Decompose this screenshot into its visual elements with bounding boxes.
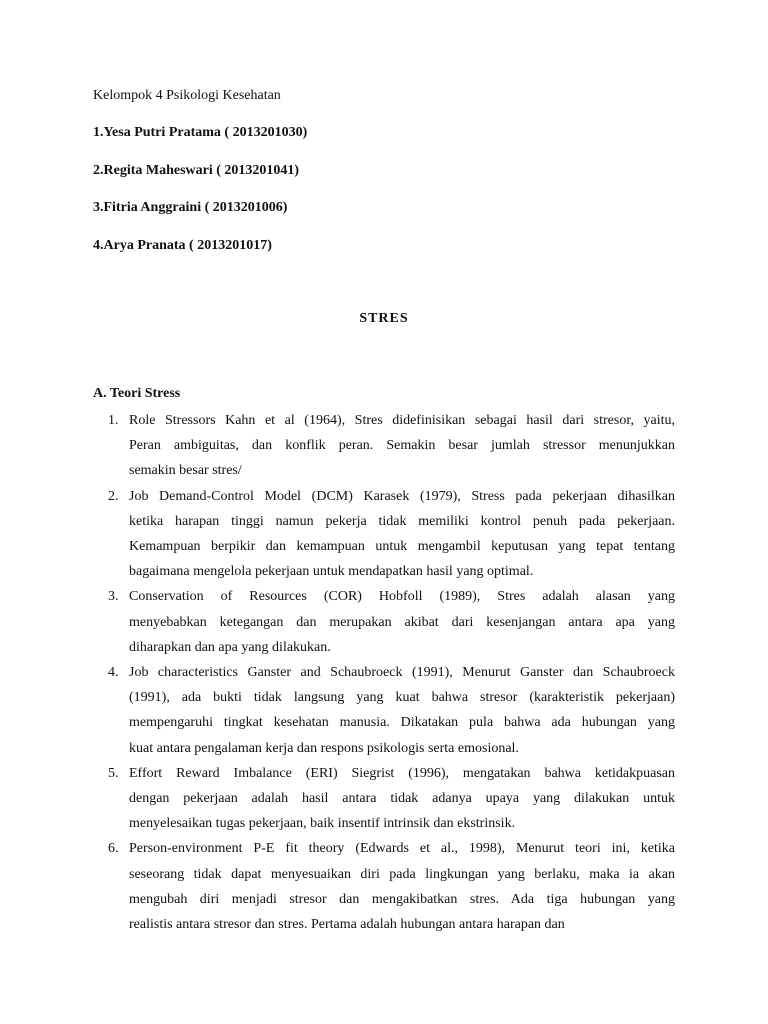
item-number: 3. <box>108 589 119 605</box>
item-text-line: Job Demand-Control Model (DCM) Karasek (1979), Stress pada pekerjaan dihasilkan <box>129 488 675 504</box>
member-2: 2.Regita Maheswari ( 2013201041) <box>93 163 300 178</box>
item-text-line: Role Stressors Kahn et al (1964), Stres didefinisikan sebagai hasil dari stresor, yaitu, <box>129 413 675 428</box>
item-text-line: bagaimana mengelola pekerjaan untuk mendapatkan hasil yang optimal. <box>129 564 534 580</box>
item-text-line: Kemampuan berpikir dan kemampuan untuk mengambil keputusan yang tepat tentang <box>129 539 675 555</box>
item-text <box>129 660 675 761</box>
item-text-line: dengan pekerjaan adalah hasil antara tidak adanya upaya yang dilakukan untuk <box>129 791 675 807</box>
member-4: 4.Arya Pranata ( 2013201017) <box>93 238 272 253</box>
section-heading: A. Teori Stress <box>93 386 181 401</box>
member-3: 3.Fitria Anggraini ( 2013201006) <box>93 200 288 215</box>
member-1: 1.Yesa Putri Pratama ( 2013201030) <box>93 125 308 140</box>
theory-item <box>108 660 675 761</box>
item-text-line: Effort Reward Imbalance (ERI) Siegrist (1996), mengatakan bahwa ketidakpuasan <box>129 765 675 781</box>
item-number: 1. <box>108 413 119 428</box>
item-number: 4. <box>108 665 119 681</box>
item-text-line: diharapkan dan apa yang dilakukan. <box>129 639 331 655</box>
theory-item <box>108 836 675 937</box>
item-text <box>129 836 675 937</box>
theory-item <box>108 761 675 837</box>
item-text <box>129 584 675 660</box>
item-text <box>129 761 675 837</box>
theory-item <box>108 584 675 660</box>
item-text-line: mengubah diri menjadi stresor dan mengakibatkan stres. Ada tiga hubungan yang <box>129 891 675 907</box>
item-text-line: (1991), ada bukti tidak langsung yang kuat bahwa stresor (karakteristik pekerjaan) <box>129 690 675 706</box>
item-text-line: menyelesaikan tugas pekerjaan, baik insentif intrinsik dan ekstrinsik. <box>129 816 516 832</box>
item-text <box>129 408 675 484</box>
theory-item <box>108 408 675 484</box>
item-text-line: Peran ambiguitas, dan konflik peran. Semakin besar jumlah stressor menunjukkan <box>129 438 675 454</box>
document-title: STRES <box>359 311 409 326</box>
theory-list <box>108 408 675 937</box>
item-text <box>129 484 675 585</box>
item-number: 5. <box>108 765 119 781</box>
item-text-line: kuat antara pengalaman kerja dan respons psikologis serta emosional. <box>129 740 519 756</box>
item-text-line: seseorang tidak dapat menyesuaikan diri pada lingkungan yang berlaku, maka ia akan <box>129 866 675 882</box>
item-number: 6. <box>108 841 119 857</box>
theory-item <box>108 484 675 585</box>
item-text-line: menyebabkan ketegangan dan merupakan akibat dari kesenjangan antara apa yang <box>129 614 675 630</box>
item-text-line: realistis antara stresor dan stres. Pertama adalah hubungan antara harapan dan <box>129 917 565 933</box>
group-heading: Kelompok 4 Psikologi Kesehatan <box>93 88 281 103</box>
item-text-line: semakin besar stres/ <box>129 463 242 479</box>
item-text-line: Job characteristics Ganster and Schaubroeck (1991), Menurut Ganster dan Schaubroeck <box>129 665 675 681</box>
item-text-line: mempengaruhi tingkat kesehatan manusia. Dikatakan pula bahwa ada hubungan yang <box>129 715 675 731</box>
item-text-line: ketika harapan tinggi namun pekerja tidak memiliki kontrol penuh pada pekerjaan. <box>129 513 675 529</box>
item-text-line: Person-environment P-E fit theory (Edwards et al., 1998), Menurut teori ini, ketika <box>129 841 675 857</box>
item-text-line: Conservation of Resources (COR) Hobfoll (1989), Stres adalah alasan yang <box>129 589 675 605</box>
item-number: 2. <box>108 488 119 504</box>
